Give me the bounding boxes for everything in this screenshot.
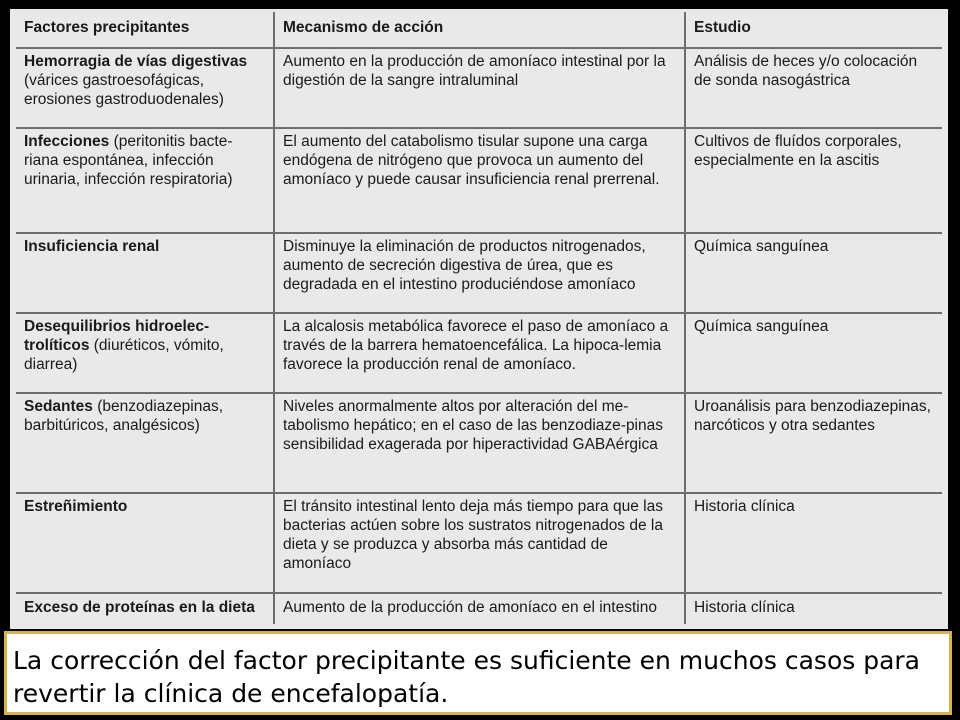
table-row <box>16 233 942 313</box>
table-row <box>16 48 942 128</box>
mecanismo-cell: La alcalosis metabólica favorece el paso de amoníaco a través de la barrera hematoencefálica. La hipoca-lemia favorece la producción renal de amoníaco. <box>274 313 685 393</box>
header-estudio: Estudio <box>685 12 942 48</box>
table-header-row <box>16 12 942 48</box>
estudio-cell: Química sanguínea <box>685 233 942 313</box>
factor-cell <box>16 233 274 313</box>
mecanismo-cell: Niveles anormalmente altos por alteración del me-tabolismo hepático; en el caso de las benzodiaze-pinas sensibilidad exagerada por hiperactividad GABAérgica <box>274 393 685 493</box>
mecanismo-cell: Aumento en la producción de amoníaco intestinal por la digestión de la sangre intraluminal <box>274 48 685 128</box>
factor-name: Infecciones <box>24 133 110 150</box>
estudio-cell: Historia clínica <box>685 593 942 624</box>
estudio-cell: Uroanálisis para benzodiazepinas, narcóticos y otra sedantes <box>685 393 942 493</box>
table-row <box>16 313 942 393</box>
factor-cell <box>16 393 274 493</box>
factor-cell <box>16 313 274 393</box>
factor-name: Sedantes <box>24 398 93 415</box>
table-row <box>16 393 942 493</box>
estudio-cell: Análisis de heces y/o colocación de sonda nasogástrica <box>685 48 942 128</box>
factor-detail: (benzodiazepinas, barbitúricos, analgésicos) <box>24 398 224 434</box>
header-factores: Factores precipitantes <box>24 19 190 36</box>
table-row <box>16 128 942 233</box>
factor-name: Insuficiencia renal <box>24 238 160 255</box>
factor-detail: (diuréticos, vómito, diarrea) <box>24 337 224 373</box>
factor-detail: (peritonitis bacte-riana espontánea, infección urinaria, infección respiratoria) <box>24 133 233 188</box>
factor-cell <box>16 128 274 233</box>
mecanismo-cell: El tránsito intestinal lento deja más tiempo para que las bacterias actúen sobre los sustratos nitrogenados de la dieta y se produzca y absorba más cantidad de amoníaco <box>274 493 685 593</box>
factor-cell <box>16 48 274 128</box>
factor-name: Exceso de proteínas en la dieta <box>24 599 255 616</box>
factor-cell <box>16 593 274 624</box>
caption-text: La corrección del factor precipitante es suficiente en muchos casos para revertir la clínica de encefalopatía. <box>13 646 921 708</box>
mecanismo-cell: Aumento de la producción de amoníaco en el intestino <box>274 593 685 624</box>
estudio-cell: Química sanguínea <box>685 313 942 393</box>
factor-name: Hemorragia de vías digestivas <box>24 53 248 70</box>
estudio-cell: Cultivos de fluídos corporales, especialmente en la ascitis <box>685 128 942 233</box>
factor-detail: (várices gastroesofágicas, erosiones gastroduodenales) <box>24 72 224 108</box>
table-panel <box>10 9 948 629</box>
mecanismo-cell: Disminuye la eliminación de productos nitrogenados, aumento de secreción digestiva de úrea, que es degradada en el intestino produciéndose amoníaco <box>274 233 685 313</box>
caption-box <box>4 631 952 715</box>
precipitating-factors-table <box>16 12 942 624</box>
factor-name: Desequilibrios hidroelec-trolíticos <box>24 318 210 354</box>
estudio-cell: Historia clínica <box>685 493 942 593</box>
mecanismo-cell: El aumento del catabolismo tisular supone una carga endógena de nitrógeno que provoca un aumento del amoníaco y puede causar insuficiencia renal prerrenal. <box>274 128 685 233</box>
table-row <box>16 493 942 593</box>
header-mecanismo: Mecanismo de acción <box>274 12 685 48</box>
factor-name: Estreñimiento <box>24 498 128 515</box>
table-row <box>16 593 942 624</box>
factor-cell <box>16 493 274 593</box>
